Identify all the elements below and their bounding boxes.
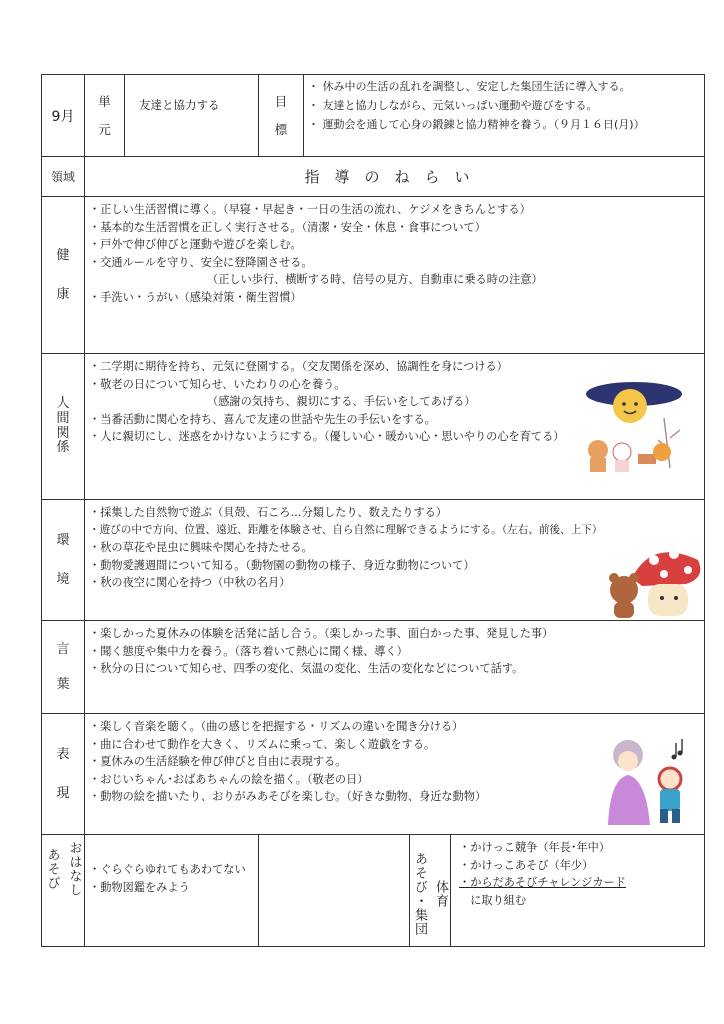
content-line: ・楽しかった夏休みの体験を活発に話し合う。（楽しかった事、面白かった事、発見した事） (89, 627, 554, 640)
grandma-child-illustration (594, 735, 696, 827)
content-line: ・秋分の日について知らせ、四季の変化、気温の変化、生活の変化などについて話す。 (89, 662, 524, 676)
taiiku-label-2: あそび・集団 (412, 851, 427, 936)
footer-row (42, 835, 705, 947)
content-line: ・秋の夜空に関心を持つ（中秋の名月） (89, 576, 291, 590)
goal-line: ・ 友達と協力しながら、元気いっぱい運動や遊びをする。 (308, 99, 598, 112)
section-row-health (42, 197, 705, 354)
taiiku-cell (259, 835, 705, 947)
section-label-char: 境 (56, 572, 70, 587)
section-content (85, 197, 705, 354)
section-label-char: 葉 (56, 677, 70, 692)
unit-label-1: 単 (98, 94, 111, 110)
ohanashi-item: ・ぐらぐらゆれてもあわてない (89, 863, 246, 876)
content-line: ・動物の絵を描いたり、おりがみあそびを楽しむ。（好きな動物、身近な動物） (89, 790, 487, 804)
content-line: ・秋の草花や昆虫に興味や関心を持たせる。 (89, 541, 313, 555)
unit-value: 友達と協力する (139, 98, 220, 112)
content-line: ・遊びの中で方向、位置、遠近、距離を体験させ、自ら自然に理解できるようにする。（左右、前後、上下） (89, 523, 603, 536)
ohanashi-label-cell (42, 835, 85, 947)
section-label-char: 関 (56, 425, 70, 441)
content-line: ・聞く態度や集中力を養う。（落ち着いて熱心に聞く様、導く） (89, 644, 408, 658)
unit-value-cell (125, 75, 259, 157)
content-line: ・敬老の日について知らせ、いたわりの心を養う。 (89, 377, 346, 391)
goals-cell (304, 75, 705, 157)
content-line: ・楽しく音楽を聴く。（曲の感じを把握する・リズムの違いを聞き分ける） (89, 720, 464, 733)
section-label-char: 人 (56, 395, 70, 411)
ohanashi-label-2: あそび (44, 848, 60, 890)
taiiku-item: ・からだあそびチャレンジカード (459, 876, 626, 890)
content-line: （正しい歩行、横断する時、信号の見方、自動車に乗る時の注意） (207, 273, 543, 287)
month-cell (42, 75, 85, 157)
domain-label-cell (42, 157, 85, 197)
taiiku-label-cell (409, 835, 451, 946)
section-label-char: 健 (56, 248, 70, 263)
content-line: ・手洗い・うがい（感染対策・衛生習慣） (89, 290, 302, 304)
section-label-char: 間 (56, 410, 70, 426)
content-line: ・おじいちゃん･おばあちゃんの絵を描く。（敬老の日） (89, 772, 369, 786)
content-line: ・当番活動に関心を持ち、喜んで友達の世話や先生の手伝いをする。 (89, 412, 436, 426)
title-row (42, 157, 705, 197)
section-label-char: 表 (56, 747, 70, 762)
ohanashi-item: ・動物図鑑をみよう (89, 880, 190, 894)
content-line: ・夏休みの生活経験を伸び伸びと自由に表現する。 (89, 755, 347, 769)
ohanashi-label: おはなし (66, 841, 82, 897)
taiiku-item: に取り組む (459, 893, 527, 907)
page-title: 指導のねらい (304, 168, 485, 186)
content-line: ・基本的な生活習慣を正しく実行させる。（清潔・安全・休息・食事について） (89, 220, 486, 234)
taiiku-item: ・かけっこあそび（年少） (459, 858, 594, 872)
section-label-cell (42, 354, 85, 500)
content-line: ・曲に合わせて動作を大きく、リズムに乗って、楽しく遊戯をする。 (89, 737, 436, 751)
section-label-cell (42, 714, 85, 835)
section-label-char: 言 (56, 642, 70, 657)
section-label-cell (42, 500, 85, 621)
goal-line: ・ 休み中の生活の乱れを調整し、安定した集団生活に導入する。 (308, 80, 631, 93)
month-label: 9月 (51, 108, 75, 125)
mushroom-bear-illustration (602, 538, 706, 622)
unit-label-2: 元 (98, 121, 111, 137)
content-line: ・動物愛護週間について知る。（動物園の動物の様子、身近な動物について） (89, 558, 475, 572)
content-line: ・交通ルールを守り、安全に登降園させる。 (89, 255, 313, 269)
taiiku-label: 体育 (433, 879, 448, 908)
title-cell (85, 157, 705, 197)
unit-label-cell (85, 75, 125, 157)
content-line: ・戸外で伸び伸びと運動や遊びを楽しむ。 (89, 238, 302, 252)
moon-animals-illustration (578, 378, 690, 478)
goal-label-1: 目 (274, 94, 288, 110)
section-label-cell (42, 621, 85, 714)
content-line: ・二学期に期待を持ち、元気に登園する。（交友関係を深め、協調性を身につける） (89, 360, 508, 373)
section-label-char: 環 (56, 533, 70, 548)
goal-label-2: 標 (274, 121, 288, 137)
goal-label-cell (259, 75, 304, 157)
section-label-cell (42, 197, 85, 354)
content-line: ・人に親切にし、迷惑をかけないようにする。（優しい心・暖かい心・思いやりの心を育てる） (89, 430, 565, 444)
section-content (85, 621, 705, 714)
domain-label: 領域 (50, 170, 75, 184)
content-line: ・正しい生活習慣に導く。（早寝・早起き・一日の生活の流れ、ケジメをきちんとする） (89, 203, 531, 216)
content-line: ・採集した自然物で遊ぶ（貝殻、石ころ…分類したり、数えたりする） (89, 506, 448, 519)
goal-line: ・ 運動会を通して心身の鍛錬と協力精神を養う。（９月１６日(月)） (308, 118, 645, 131)
section-row-language (42, 621, 705, 714)
section-label-char: 係 (56, 440, 70, 456)
header-row (42, 75, 705, 157)
content-line: （感謝の気持ち、親切にする、手伝いをしてあげる） (207, 395, 476, 409)
section-label-char: 康 (56, 287, 70, 302)
ohanashi-content (85, 835, 259, 947)
taiiku-item: ・かけっこ競争（年長･年中） (459, 841, 611, 854)
section-label-char: 現 (56, 786, 70, 801)
